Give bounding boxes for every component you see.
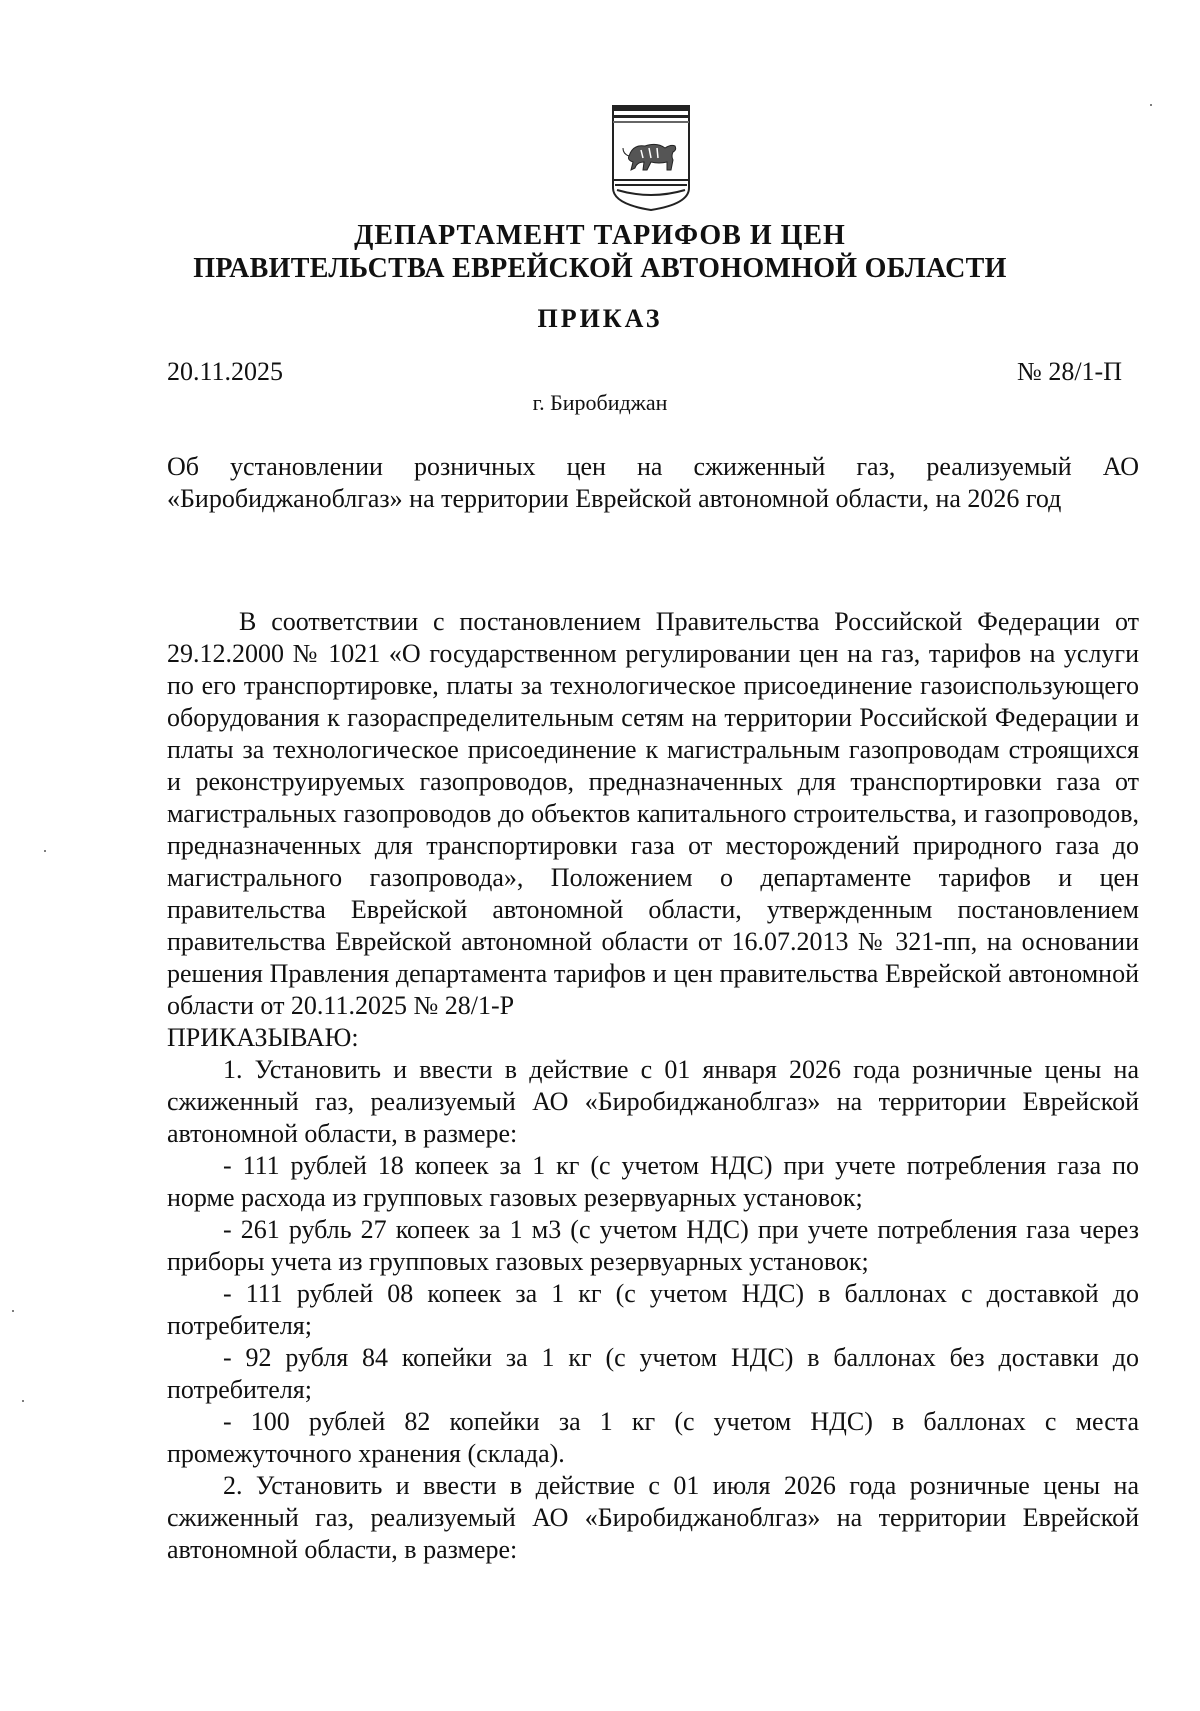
- order-city: г. Биробиджан: [532, 390, 668, 415]
- order-subject: Об установлении розничных цен на сжиженный газ, реализуемый АО «Биробиджаноблгаз» на территории Еврейской автономной области, на 2026 год: [167, 452, 1139, 513]
- order-number: № 28/1-П: [1017, 357, 1122, 386]
- order-date: 20.11.2025: [167, 357, 284, 386]
- scan-speck: [22, 1400, 24, 1402]
- price-item: - 111 рублей 18 копеек за 1 кг (с учетом НДС) при учете потребления газа по норме расхода из групповых газовых резервуарных установок;: [167, 1151, 1139, 1212]
- department-title-line1: ДЕПАРТАМЕНТ ТАРИФОВ И ЦЕН: [354, 220, 846, 251]
- preamble-paragraph: В соответствии с постановлением Правительства Российской Федерации от 29.12.2000 № 1021 «О государственном регулировании цен на газ, тарифов на услуги по его транспортировке, платы за технологическое присоединение газоиспользующего оборудования к газораспределительным сетям на территории Российской Федерации и платы за технологическое присоединение к магистральным газопроводам строящихся и реконструируемых газопроводов, предназначенных для транспортировки газа от магистральных газопроводов до объектов капитального строительства, и газопроводов, предназначенных для транспортировки газа от месторождений природного газа до магистрального газопровода», Положением о департаменте тарифов и цен правительства Еврейской автономной области, утвержденным постановлением правительства Еврейской автономной области от 16.07.2013 № 321-пп, на основании решения Правления департамента тарифов и цен правительства Еврейской автономной области от 20.11.2025 № 28/1-Р: [167, 607, 1139, 1020]
- scan-speck: [44, 850, 46, 852]
- document-type-title: ПРИКАЗ: [537, 304, 663, 333]
- price-item: - 100 рублей 82 копейки за 1 кг (с учетом НДС) в баллонах с места промежуточного хранения (склада).: [167, 1407, 1139, 1468]
- scan-speck: [1150, 104, 1152, 106]
- department-title-line2: ПРАВИТЕЛЬСТВА ЕВРЕЙСКОЙ АВТОНОМНОЙ ОБЛАСТИ: [193, 253, 1007, 284]
- price-item: - 111 рублей 08 копеек за 1 кг (с учетом НДС) в баллонах с доставкой до потребителя;: [167, 1279, 1139, 1340]
- coat-of-arms-emblem: [611, 104, 691, 212]
- order-item-1: 1. Установить и ввести в действие с 01 января 2026 года розничные цены на сжиженный газ, реализуемый АО «Биробиджаноблгаз» на территории Еврейской автономной области, в размере:: [167, 1055, 1139, 1148]
- order-item-2: 2. Установить и ввести в действие с 01 июля 2026 года розничные цены на сжиженный газ, реализуемый АО «Биробиджаноблгаз» на территории Еврейской автономной области, в размере:: [167, 1471, 1139, 1564]
- scan-speck: [12, 1310, 14, 1312]
- price-item: - 261 рубль 27 копеек за 1 м3 (с учетом НДС) при учете потребления газа через приборы учета из групповых газовых резервуарных установок;: [167, 1215, 1139, 1276]
- order-body: [167, 606, 1139, 1566]
- order-word: ПРИКАЗЫВАЮ:: [167, 1023, 359, 1052]
- price-item: - 92 рубля 84 копейки за 1 кг (с учетом НДС) в баллонах без доставки до потребителя;: [167, 1343, 1139, 1404]
